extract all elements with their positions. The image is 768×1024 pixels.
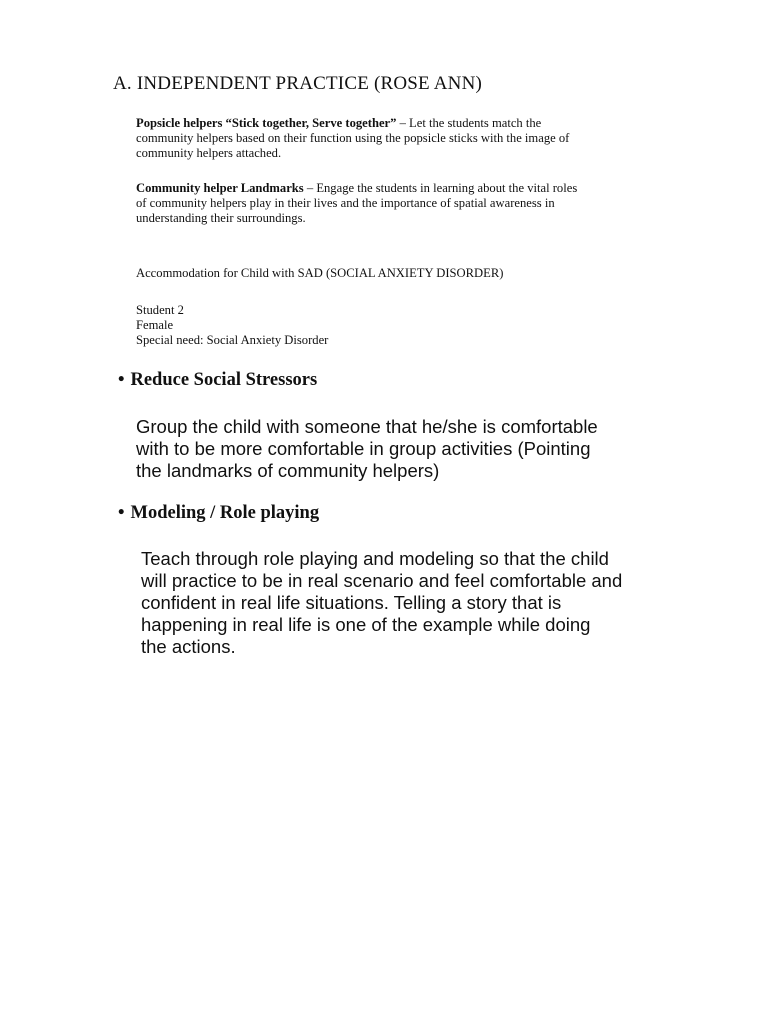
activity-title: Community helper Landmarks	[136, 181, 304, 195]
strategy-body-line: Group the child with someone that he/she is comfortable	[136, 416, 598, 437]
section-heading: A. INDEPENDENT PRACTICE (ROSE ANN)	[113, 73, 483, 94]
activity-title: Popsicle helpers “Stick together, Serve together”	[136, 116, 397, 130]
activity-text-line: community helpers attached.	[136, 146, 282, 160]
strategy-heading-modeling-role-playing	[118, 503, 319, 524]
bullet-icon: •	[118, 503, 125, 523]
strategy-body-reduce-social-stressors	[136, 416, 598, 482]
strategy-body-line: Teach through role playing and modeling so that the child	[141, 548, 609, 569]
strategy-body-line: happening in real life is one of the example while doing	[141, 614, 591, 635]
activity-text-line: Engage the students in learning about the vital roles	[316, 181, 578, 195]
bullet-icon: •	[118, 370, 125, 390]
activity-popsicle-helpers	[136, 116, 676, 161]
strategy-heading-text: Reduce Social Stressors	[130, 370, 318, 390]
activity-text-line: of community helpers play in their lives and the importance of spatial awareness in	[136, 196, 555, 210]
activity-community-helper-landmarks	[136, 181, 676, 226]
student-info	[136, 303, 676, 348]
strategy-heading-text: Modeling / Role playing	[130, 503, 320, 523]
activity-text-line: community helpers based on their function using the popsicle sticks with the image of	[136, 131, 570, 145]
activity-separator: –	[396, 116, 410, 130]
student-label: Student 2	[136, 303, 184, 317]
activity-text-line: Let the students match the	[409, 116, 542, 130]
activity-text-line: understanding their surroundings.	[136, 211, 306, 225]
strategy-body-line: with to be more comfortable in group activities (Pointing	[136, 438, 591, 459]
student-gender: Female	[136, 318, 174, 332]
strategy-body-line: the landmarks of community helpers)	[136, 460, 440, 481]
accommodation-title: Accommodation for Child with SAD (SOCIAL ANXIETY DISORDER)	[136, 266, 504, 280]
strategy-body-modeling-role-playing	[141, 548, 622, 658]
strategy-body-line: the actions.	[141, 636, 236, 657]
strategy-body-line: confident in real life situations. Telling a story that is	[141, 592, 562, 613]
student-special-need: Special need: Social Anxiety Disorder	[136, 333, 329, 347]
strategy-body-line: will practice to be in real scenario and feel comfortable and	[141, 570, 623, 591]
activity-separator: –	[303, 181, 317, 195]
strategy-heading-reduce-social-stressors	[118, 370, 317, 391]
